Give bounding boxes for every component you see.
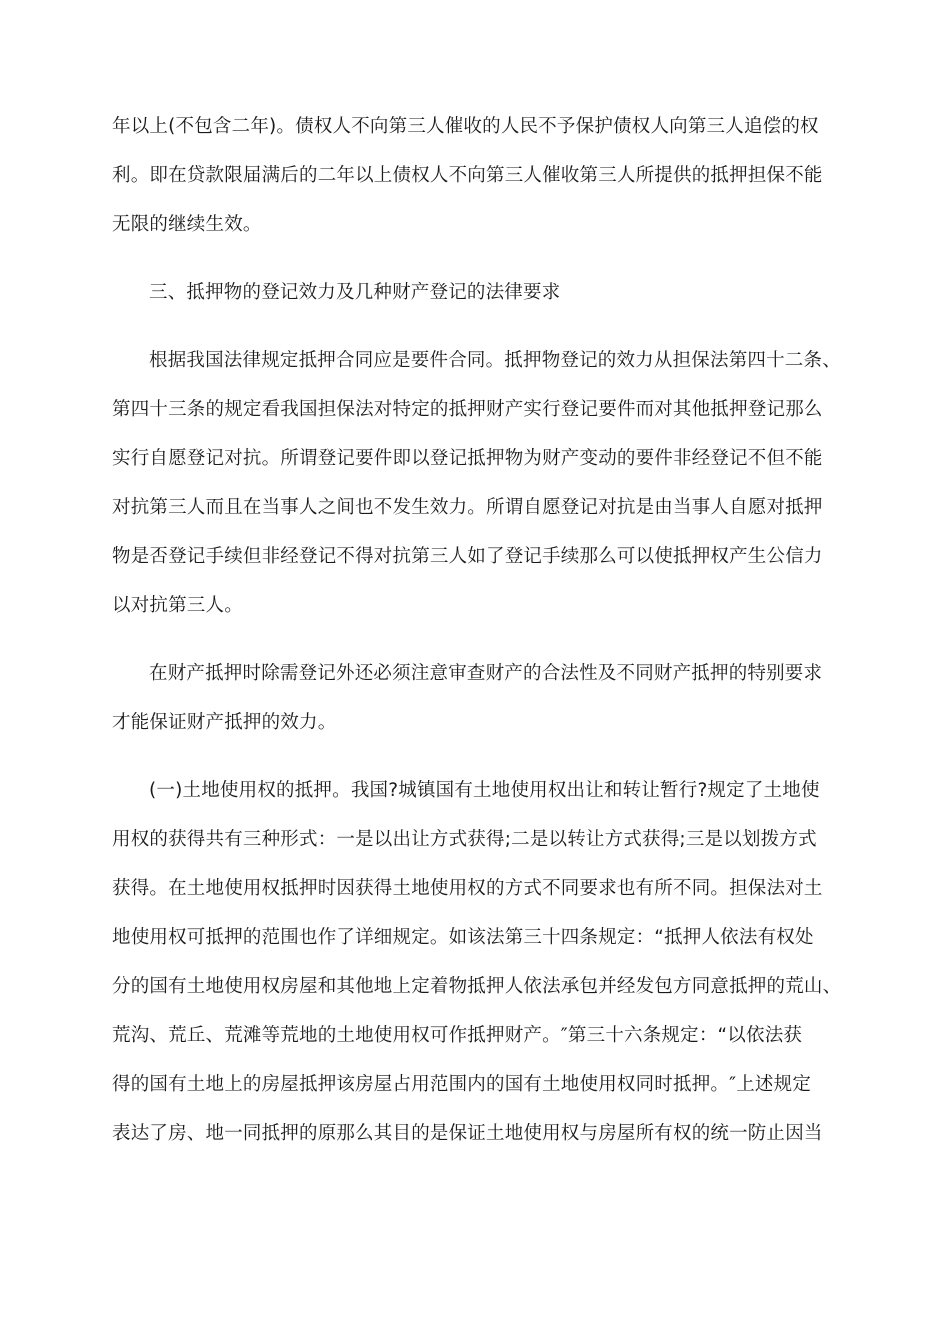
text-line: 第四十三条的规定看我国担保法对特定的抵押财产实行登记要件而对其他抵押登记那么: [112, 399, 823, 420]
text-line: 才能保证财产抵押的效力。: [112, 712, 337, 733]
section-heading: 三、抵押物的登记效力及几种财产登记的法律要求: [149, 282, 561, 303]
text-line: 实行自愿登记对抗。所谓登记要件即以登记抵押物为财产变动的要件非经登记不但不能: [112, 448, 823, 469]
text-line: 以对抗第三人。: [112, 595, 243, 616]
text-line: 地使用权可抵押的范围也作了详细规定。如该法第三十四条规定：“抵押人依法有权处: [112, 927, 814, 948]
text-line: 用权的获得共有三种形式：一是以出让方式获得;二是以转让方式获得;三是以划拨方式: [112, 829, 817, 850]
text-line: 物是否登记手续但非经登记不得对抗第三人如了登记手续那么可以使抵押权产生公信力: [112, 546, 823, 567]
text-line: 荒沟、荒丘、荒滩等荒地的土地使用权可作抵押财产。″第三十六条规定：“以依法获: [112, 1025, 803, 1046]
text-line: 分的国有土地使用权房屋和其他地上定着物抵押人依法承包并经发包方同意抵押的荒山、: [112, 976, 842, 997]
text-line: (一)土地使用权的抵押。我国?城镇国有土地使用权出让和转让暂行?规定了土地使: [149, 780, 820, 801]
text-line: 在财产抵押时除需登记外还必须注意审查财产的合法性及不同财产抵押的特别要求: [149, 663, 823, 684]
text-line: 无限的继续生效。: [112, 214, 262, 235]
text-line: 得的国有土地上的房屋抵押该房屋占用范围内的国有土地使用权同时抵押。″上述规定: [112, 1074, 812, 1095]
text-line: 表达了房、地一同抵押的原那么其目的是保证土地使用权与房屋所有权的统一防止因当: [112, 1123, 823, 1144]
text-line: 根据我国法律规定抵押合同应是要件合同。抵押物登记的效力从担保法第四十二条、: [149, 350, 841, 371]
text-line: 利。即在贷款限届满后的二年以上债权人不向第三人催收第三人所提供的抵押担保不能: [112, 165, 823, 186]
text-line: 对抗第三人而且在当事人之间也不发生效力。所谓自愿登记对抗是由当事人自愿对抵押: [112, 497, 823, 518]
text-line: 年以上(不包含二年)。债权人不向第三人催收的人民不予保护债权人向第三人追偿的权: [112, 116, 819, 137]
text-line: 获得。在土地使用权抵押时因获得土地使用权的方式不同要求也有所不同。担保法对土: [112, 878, 823, 899]
